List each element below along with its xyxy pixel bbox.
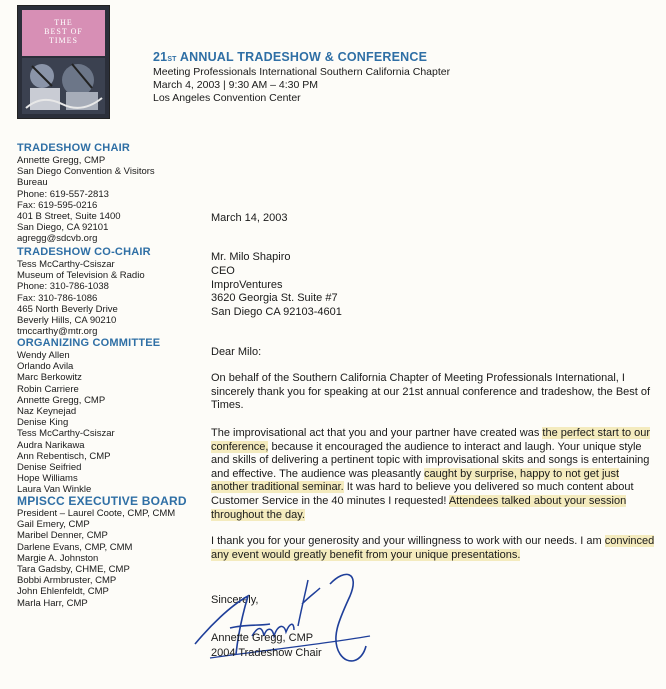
logo-line-1: THE	[54, 18, 73, 27]
address-line: CEO	[211, 264, 235, 277]
address-line: 3620 Georgia St. Suite #7	[211, 292, 338, 305]
board-member: Gail Emery, CMP	[17, 519, 90, 531]
executive-board-list	[17, 508, 175, 609]
header-chapter: Meeting Professionals International Southern California Chapter	[153, 66, 451, 78]
chair-line: San Diego, CA 92101	[17, 222, 109, 234]
header-date: March 4, 2003 | 9:30 AM – 4:30 PM	[153, 79, 318, 91]
board-member: Marla Harr, CMP	[17, 597, 88, 609]
organizing-committee-list	[17, 350, 115, 496]
paragraph-1-text: On behalf of the Southern California Chapter of Meeting Professionals International, I sincerely thank you for speaking at our 21st annual conference and tradeshow, the Best of Times.	[211, 372, 651, 412]
address-line: ImproVentures	[211, 278, 283, 291]
committee-member: Wendy Allen	[17, 350, 70, 361]
event-title	[153, 50, 427, 64]
board-member: Margie A. Johnston	[17, 552, 99, 564]
cochair-line: Phone: 310-786-1038	[17, 281, 109, 293]
salutation: Dear Milo:	[211, 346, 262, 358]
committee-member: Ann Rebentisch, CMP	[17, 450, 111, 462]
tradeshow-chair-details	[17, 155, 155, 245]
tradeshow-cochair-heading: TRADESHOW CO-CHAIR	[17, 246, 151, 258]
organizing-committee-heading: ORGANIZING COMMITTEE	[17, 337, 161, 349]
logo-art-icon	[22, 58, 105, 114]
tradeshow-chair-heading: TRADESHOW CHAIR	[17, 142, 130, 154]
tradeshow-cochair-details	[17, 259, 145, 337]
chair-line: San Diego Convention & Visitors	[17, 166, 155, 178]
board-member: Tara Gadsby, CHME, CMP	[17, 564, 130, 576]
committee-member: Annette Gregg, CMP	[17, 394, 106, 406]
title-rest: ANNUAL TRADESHOW & CONFERENCE	[179, 50, 428, 64]
cochair-line: 465 North Beverly Drive	[17, 303, 118, 315]
address-line: San Diego CA 92103-4601	[211, 306, 342, 319]
board-member: President – Laurel Coote, CMP, CMM	[17, 508, 176, 519]
title-superscript: ST	[167, 56, 177, 63]
committee-member: Robin Carriere	[17, 383, 79, 395]
cochair-line: Fax: 310-786-1086	[17, 292, 98, 304]
committee-member: Marc Berkowitz	[17, 372, 82, 384]
closing: Sincerely,	[211, 594, 259, 606]
cochair-line: Beverly Hills, CA 90210	[17, 315, 117, 327]
committee-member: Naz Keynejad	[17, 406, 77, 418]
board-member: Maribel Denner, CMP	[17, 530, 108, 542]
letter-date: March 14, 2003	[211, 212, 288, 224]
committee-member: Audra Narikawa	[17, 439, 85, 451]
chair-line: Bureau	[17, 177, 48, 189]
committee-member: Laura Van Winkle	[17, 484, 92, 496]
title-number: 21	[153, 50, 168, 64]
chair-line: 401 B Street, Suite 1400	[17, 211, 121, 223]
paragraph-2	[211, 427, 656, 522]
p3-highlight: convinced any event would greatly benefit from your unique presentations.	[211, 535, 655, 561]
logo-line-2: BEST OF	[44, 27, 83, 36]
committee-member: Denise Seifried	[17, 462, 82, 474]
p2-text: It was hard to believe you delivered so much content about Customer Service in the 40 minutes I requested!	[211, 481, 634, 507]
best-of-times-logo	[17, 5, 110, 119]
paragraph-1	[211, 372, 656, 413]
cochair-line: Museum of Television & Radio	[17, 270, 145, 282]
signer-name: Annette Gregg, CMP	[211, 632, 314, 644]
p2-highlight: the perfect start to our conference,	[211, 427, 651, 453]
chair-line: Annette Gregg, CMP	[17, 155, 106, 166]
signer-title: 2004 Tradeshow Chair	[211, 647, 322, 659]
recipient-address	[211, 251, 656, 320]
committee-member: Denise King	[17, 417, 69, 429]
address-line: Mr. Milo Shapiro	[211, 251, 291, 263]
executive-board-heading: MPISCC EXECUTIVE BOARD	[17, 494, 187, 508]
p2-text: because it encouraged the audience to interact and laugh. Your unique style and skills of delivering a pertinent topic with improvisational skits and songs is entertaining and effective.	[211, 440, 650, 480]
board-member: Darlene Evans, CMP, CMM	[17, 541, 133, 553]
committee-member: Orlando Avila	[17, 361, 74, 373]
logo-text	[22, 10, 105, 56]
cochair-line: Tess McCarthy-Csiszar	[17, 259, 115, 270]
board-member: John Ehlenfeldt, CMP	[17, 586, 109, 598]
committee-member: Hope Williams	[17, 473, 78, 485]
p2-highlight: Attendees talked about your session throughout the day.	[211, 494, 627, 521]
board-member: Bobbi Armbruster, CMP	[17, 575, 117, 587]
chair-line: Fax: 619-595-0216	[17, 199, 98, 211]
paragraph-3	[211, 535, 656, 562]
p2-text: The audience was pleasantly	[276, 467, 425, 480]
p2-text: The improvisational act that you and your partner have created was	[211, 427, 543, 439]
p3-text: I thank you for your generosity and your willingness to work with our needs. I am	[211, 535, 605, 547]
p2-highlight: caught by surprise, happy to not get just another traditional seminar.	[211, 467, 620, 494]
committee-member: Tess McCarthy-Csiszar	[17, 428, 115, 440]
cochair-line: tmccarthy@mtr.org	[17, 326, 98, 338]
logo-line-3: TIMES	[49, 36, 78, 45]
header-venue: Los Angeles Convention Center	[153, 92, 301, 104]
chair-line: Phone: 619-557-2813	[17, 188, 109, 200]
chair-line: agregg@sdcvb.org	[17, 233, 98, 245]
